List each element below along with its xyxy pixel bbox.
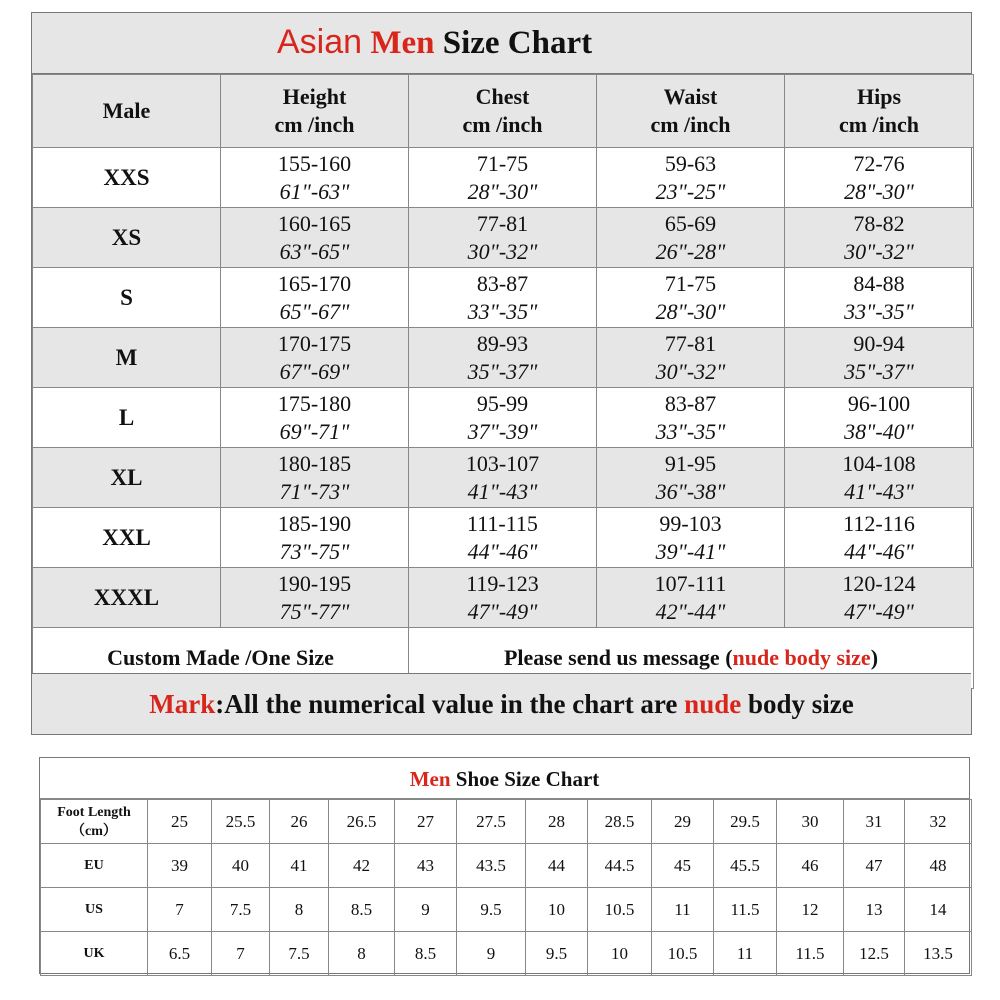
waist-cm: 71-75 — [664, 270, 717, 296]
shoe-size-cell: 27.5 — [457, 800, 526, 844]
shoe-size-cell: 10.5 — [652, 932, 714, 976]
hips-cell — [785, 508, 974, 568]
chest-cell — [409, 568, 597, 628]
hips-cm: 120-124 — [842, 570, 916, 596]
shoe-size-cell: 43 — [395, 844, 457, 888]
waist-inch: 30"-32" — [655, 358, 726, 384]
shoe-size-cell: 32 — [905, 800, 972, 844]
hips-cell — [785, 208, 974, 268]
shoe-row-label-text: US — [85, 902, 103, 917]
height-cell — [221, 148, 409, 208]
chest-inch: 37"-39" — [467, 418, 538, 444]
chest-cm: 71-75 — [476, 150, 529, 176]
title-asian: Asian — [277, 23, 363, 61]
table-row — [33, 508, 974, 568]
shoe-size-cell: 8 — [329, 932, 395, 976]
shoe-size-cell: 7.5 — [212, 888, 270, 932]
shoe-size-cell: 7.5 — [270, 932, 329, 976]
shoe-size-cell: 11 — [714, 932, 777, 976]
custom-label-text: Custom Made /One Size — [107, 645, 334, 670]
size-label: M — [33, 328, 221, 388]
shoe-size-cell: 12.5 — [844, 932, 905, 976]
chest-cell — [409, 508, 597, 568]
title-men: Men — [370, 25, 435, 61]
shoe-row — [41, 888, 972, 932]
hips-inch: 41"-43" — [844, 478, 914, 504]
hips-inch: 38"-40" — [844, 418, 914, 444]
shoe-size-cell: 6.5 — [148, 932, 212, 976]
chest-cm: 89-93 — [476, 330, 529, 356]
shoe-size-cell: 14 — [905, 888, 972, 932]
hips-cm: 84-88 — [853, 270, 905, 296]
header-height: Height cm /inch — [221, 75, 409, 148]
height-inch: 71"-73" — [279, 478, 350, 504]
chest-cm: 119-123 — [466, 570, 539, 596]
shoe-size-cell: 39 — [148, 844, 212, 888]
shoe-size-cell: 26.5 — [329, 800, 395, 844]
shoe-row-label — [41, 888, 148, 932]
waist-cm: 91-95 — [664, 450, 717, 476]
shoe-size-cell: 48 — [905, 844, 972, 888]
shoe-size-cell: 40 — [212, 844, 270, 888]
hips-cm: 104-108 — [842, 450, 916, 476]
hips-cell — [785, 328, 974, 388]
size-table — [32, 74, 974, 689]
shoe-size-cell: 7 — [148, 888, 212, 932]
chest-cell — [409, 448, 597, 508]
men-size-chart — [31, 12, 972, 735]
hips-inch: 35"-37" — [844, 358, 914, 384]
table-row — [33, 268, 974, 328]
shoe-size-cell: 45.5 — [714, 844, 777, 888]
table-row — [33, 328, 974, 388]
chest-inch: 44"-46" — [467, 538, 538, 564]
table-row — [33, 208, 974, 268]
shoe-size-cell: 29.5 — [714, 800, 777, 844]
men-shoe-size-chart — [39, 757, 970, 974]
shoe-size-cell: 11.5 — [714, 888, 777, 932]
shoe-title-rest: Shoe Size Chart — [450, 767, 600, 791]
height-cell — [221, 568, 409, 628]
hips-cm: 78-82 — [853, 210, 905, 236]
shoe-size-cell: 9.5 — [457, 888, 526, 932]
hips-cm: 72-76 — [853, 150, 905, 176]
waist-cell — [597, 208, 785, 268]
shoe-size-cell: 43.5 — [457, 844, 526, 888]
table-row — [33, 568, 974, 628]
shoe-size-cell: 41 — [270, 844, 329, 888]
size-label: S — [33, 268, 221, 328]
height-cell — [221, 328, 409, 388]
waist-inch: 33"-35" — [655, 418, 726, 444]
height-cm: 160-165 — [277, 210, 352, 236]
size-label: XXL — [33, 508, 221, 568]
shoe-size-cell: 9.5 — [526, 932, 588, 976]
mark-label: Mark — [149, 689, 216, 719]
height-inch: 61"-63" — [279, 178, 350, 204]
chest-cell — [409, 148, 597, 208]
shoe-size-cell: 31 — [844, 800, 905, 844]
shoe-size-cell: 46 — [777, 844, 844, 888]
height-inch: 65"-67" — [279, 298, 350, 324]
waist-cm: 83-87 — [664, 390, 717, 416]
height-cell — [221, 448, 409, 508]
title-rest: Size Chart — [442, 25, 593, 61]
shoe-row — [41, 844, 972, 888]
shoe-row-label-text: Foot Length — [57, 804, 131, 820]
height-cell — [221, 268, 409, 328]
shoe-size-cell: 45 — [652, 844, 714, 888]
header-waist: Waist cm /inch — [597, 75, 785, 148]
shoe-size-cell: 10 — [588, 932, 652, 976]
mark-highlight: nude — [684, 689, 742, 719]
size-table-header — [33, 75, 974, 148]
shoe-size-cell: 9 — [457, 932, 526, 976]
shoe-size-cell: 10.5 — [588, 888, 652, 932]
custom-message-suffix: ) — [870, 645, 879, 670]
size-chart-title-bar — [32, 13, 971, 74]
mark-text-prefix: :All the numerical value in the chart are — [215, 689, 685, 719]
hips-cell — [785, 148, 974, 208]
chest-cell — [409, 208, 597, 268]
hips-cell — [785, 268, 974, 328]
waist-inch: 36"-38" — [655, 478, 726, 504]
table-row — [33, 148, 974, 208]
waist-cm: 107-111 — [654, 570, 727, 596]
shoe-size-cell: 8.5 — [395, 932, 457, 976]
waist-cm: 99-103 — [659, 510, 722, 536]
waist-cell — [597, 508, 785, 568]
shoe-row-label — [41, 844, 148, 888]
shoe-row-label — [41, 932, 148, 976]
height-cell — [221, 208, 409, 268]
hips-inch: 44"-46" — [844, 538, 914, 564]
hips-inch: 30"-32" — [844, 238, 914, 264]
shoe-size-cell: 25.5 — [212, 800, 270, 844]
shoe-size-cell: 12 — [777, 888, 844, 932]
table-row — [33, 448, 974, 508]
shoe-row — [41, 932, 972, 976]
shoe-size-cell: 10 — [526, 888, 588, 932]
waist-cm: 77-81 — [664, 330, 717, 356]
shoe-size-cell: 26 — [270, 800, 329, 844]
header-hips: Hips cm /inch — [785, 75, 974, 148]
chest-inch: 47"-49" — [467, 598, 538, 624]
hips-cm: 96-100 — [847, 390, 911, 416]
shoe-size-cell: 28 — [526, 800, 588, 844]
chest-cell — [409, 268, 597, 328]
size-label: XXS — [33, 148, 221, 208]
height-inch: 73"-75" — [279, 538, 350, 564]
shoe-table — [40, 799, 972, 976]
shoe-row-label-text: UK — [83, 946, 105, 961]
shoe-size-cell: 7 — [212, 932, 270, 976]
shoe-size-cell: 28.5 — [588, 800, 652, 844]
chest-cm: 103-107 — [465, 450, 540, 476]
shoe-size-cell: 13.5 — [905, 932, 972, 976]
shoe-size-cell: 27 — [395, 800, 457, 844]
size-label: XL — [33, 448, 221, 508]
shoe-size-cell: 11.5 — [777, 932, 844, 976]
shoe-size-cell: 9 — [395, 888, 457, 932]
table-row — [33, 388, 974, 448]
custom-message-prefix: Please send us message ( — [503, 645, 733, 670]
waist-cm: 65-69 — [664, 210, 717, 236]
shoe-title-men: Men — [409, 767, 451, 791]
shoe-size-cell: 8.5 — [329, 888, 395, 932]
shoe-size-cell: 47 — [844, 844, 905, 888]
mark-note — [32, 673, 971, 734]
hips-cm: 112-116 — [843, 510, 915, 536]
size-label: L — [33, 388, 221, 448]
height-cm: 190-195 — [277, 570, 352, 596]
waist-cell — [597, 268, 785, 328]
custom-message-highlight: nude body size — [732, 645, 871, 670]
height-cm: 165-170 — [277, 270, 352, 296]
height-inch: 67"-69" — [279, 358, 350, 384]
chest-inch: 35"-37" — [467, 358, 538, 384]
shoe-size-cell: 44.5 — [588, 844, 652, 888]
header-chest: Chest cm /inch — [409, 75, 597, 148]
shoe-chart-title — [40, 758, 969, 799]
chest-cm: 95-99 — [476, 390, 529, 416]
hips-cell — [785, 568, 974, 628]
waist-cell — [597, 388, 785, 448]
height-cm: 155-160 — [277, 150, 352, 176]
height-cm: 175-180 — [277, 390, 352, 416]
chest-cell — [409, 328, 597, 388]
shoe-row-label-text: EU — [84, 858, 104, 873]
shoe-row — [41, 800, 972, 844]
size-label: XXXL — [33, 568, 221, 628]
hips-cm: 90-94 — [853, 330, 905, 356]
waist-inch: 39"-41" — [655, 538, 726, 564]
chest-inch: 41"-43" — [467, 478, 538, 504]
waist-inch: 42"-44" — [655, 598, 726, 624]
waist-cell — [597, 148, 785, 208]
height-inch: 75"-77" — [279, 598, 350, 624]
waist-inch: 23"-25" — [655, 178, 726, 204]
height-cm: 180-185 — [277, 450, 352, 476]
waist-inch: 26"-28" — [655, 238, 726, 264]
hips-cell — [785, 388, 974, 448]
hips-inch: 33"-35" — [844, 298, 914, 324]
shoe-row-label-text: （cm） — [71, 823, 117, 839]
chest-cm: 77-81 — [476, 210, 529, 236]
waist-cell — [597, 448, 785, 508]
height-cm: 185-190 — [277, 510, 352, 536]
shoe-size-cell: 11 — [652, 888, 714, 932]
hips-inch: 28"-30" — [844, 178, 914, 204]
waist-cm: 59-63 — [664, 150, 717, 176]
hips-cell — [785, 448, 974, 508]
shoe-size-cell: 25 — [148, 800, 212, 844]
shoe-size-cell: 44 — [526, 844, 588, 888]
height-cell — [221, 508, 409, 568]
chest-cm: 111-115 — [467, 510, 538, 536]
mark-text-suffix: body size — [741, 689, 854, 719]
size-label: XS — [33, 208, 221, 268]
shoe-size-cell: 29 — [652, 800, 714, 844]
shoe-size-cell: 42 — [329, 844, 395, 888]
height-cm: 170-175 — [277, 330, 352, 356]
shoe-row-label — [41, 800, 148, 844]
chest-inch: 30"-32" — [467, 238, 538, 264]
shoe-size-cell: 30 — [777, 800, 844, 844]
header-male: Male — [33, 75, 221, 148]
height-inch: 69"-71" — [279, 418, 350, 444]
waist-cell — [597, 568, 785, 628]
shoe-size-cell: 8 — [270, 888, 329, 932]
height-cell — [221, 388, 409, 448]
chest-inch: 33"-35" — [467, 298, 538, 324]
chest-inch: 28"-30" — [467, 178, 538, 204]
waist-cell — [597, 328, 785, 388]
chest-cm: 83-87 — [476, 270, 529, 296]
height-inch: 63"-65" — [279, 238, 350, 264]
hips-inch: 47"-49" — [844, 598, 914, 624]
shoe-size-cell: 13 — [844, 888, 905, 932]
waist-inch: 28"-30" — [655, 298, 726, 324]
size-chart-title — [277, 23, 592, 62]
chest-cell — [409, 388, 597, 448]
